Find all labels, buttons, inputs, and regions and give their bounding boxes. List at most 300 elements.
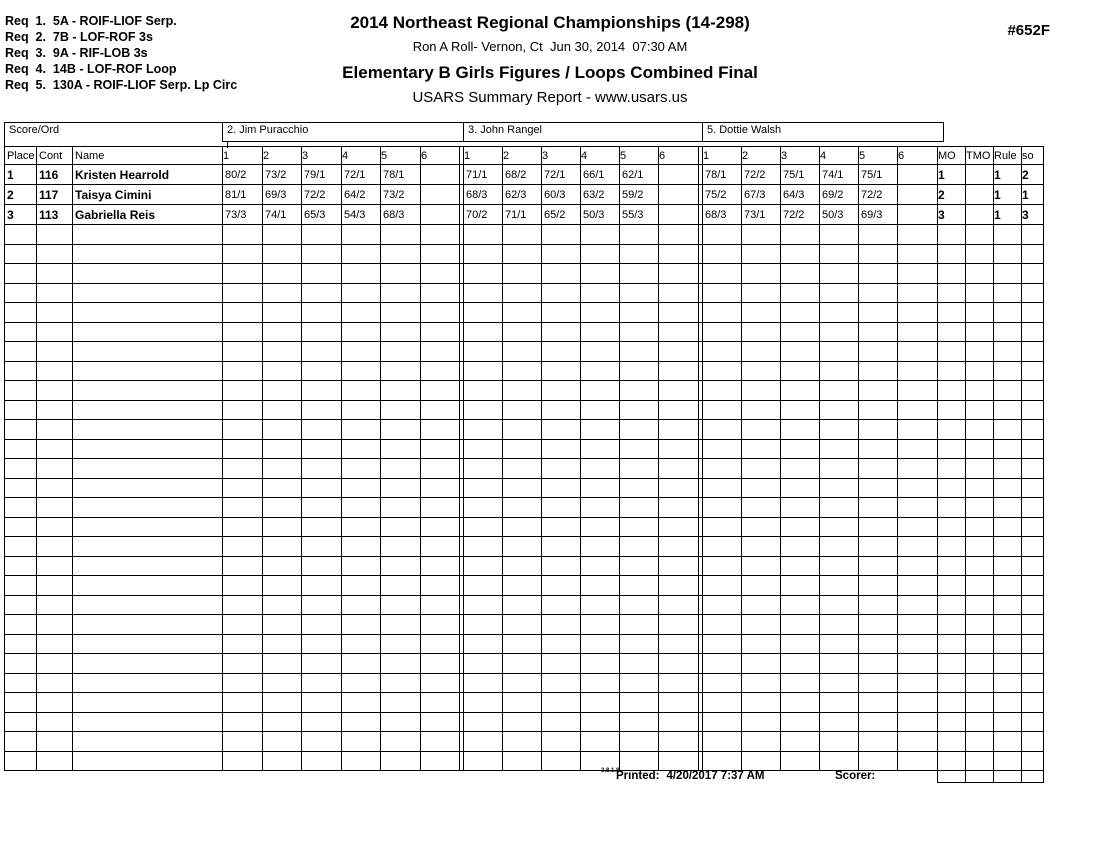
empty-cell [381, 556, 421, 576]
column-header: 5 [859, 147, 898, 165]
empty-cell [620, 595, 659, 615]
empty-cell [1022, 537, 1044, 557]
empty-cell [703, 576, 742, 596]
empty-cell [503, 595, 542, 615]
empty-cell [302, 283, 342, 303]
empty-cell [263, 303, 302, 323]
empty-cell [781, 654, 820, 674]
empty-cell [659, 732, 699, 752]
empty-cell [1022, 303, 1044, 323]
mo-cell: 3 [938, 205, 966, 225]
empty-cell [223, 322, 263, 342]
empty-cell [342, 498, 381, 518]
empty-cell [781, 264, 820, 284]
empty-cell [73, 361, 223, 381]
empty-cell [898, 712, 938, 732]
report-title: 2014 Northeast Regional Championships (14-298) [350, 13, 750, 32]
empty-cell [342, 420, 381, 440]
footer-cell [464, 771, 503, 783]
empty-cell [5, 556, 37, 576]
empty-cell [263, 244, 302, 264]
empty-cell [966, 283, 994, 303]
empty-cell [503, 439, 542, 459]
empty-cell [659, 712, 699, 732]
empty-cell [263, 517, 302, 537]
judge-header: 5. Dottie Walsh [702, 122, 944, 142]
empty-cell [938, 381, 966, 401]
empty-cell [781, 400, 820, 420]
score-cell: 69/3 [859, 205, 898, 225]
empty-cell [263, 556, 302, 576]
empty-cell [542, 439, 581, 459]
score-cell: 50/3 [581, 205, 620, 225]
empty-cell [703, 634, 742, 654]
empty-cell [73, 264, 223, 284]
empty-cell [859, 654, 898, 674]
empty-cell [898, 673, 938, 693]
empty-cell [263, 459, 302, 479]
empty-row [5, 693, 1044, 713]
empty-cell [859, 634, 898, 654]
empty-cell [542, 595, 581, 615]
empty-cell [859, 361, 898, 381]
empty-cell [503, 478, 542, 498]
empty-row [5, 595, 1044, 615]
empty-cell [5, 615, 37, 635]
empty-cell [421, 732, 460, 752]
footer-cell [73, 771, 223, 783]
empty-cell [37, 439, 73, 459]
column-header: Rule [994, 147, 1022, 165]
empty-cell [659, 576, 699, 596]
empty-row [5, 751, 1044, 771]
empty-cell [37, 712, 73, 732]
scores-table [4, 146, 1044, 783]
empty-cell [223, 654, 263, 674]
column-header: Cont [37, 147, 73, 165]
empty-row [5, 712, 1044, 732]
empty-cell [581, 264, 620, 284]
empty-cell [938, 459, 966, 479]
empty-cell [581, 420, 620, 440]
empty-cell [302, 517, 342, 537]
empty-cell [342, 361, 381, 381]
empty-cell [620, 712, 659, 732]
empty-cell [503, 615, 542, 635]
empty-cell [1022, 556, 1044, 576]
empty-cell [994, 576, 1022, 596]
empty-cell [859, 225, 898, 245]
empty-cell [223, 303, 263, 323]
empty-cell [421, 439, 460, 459]
empty-cell [5, 576, 37, 596]
empty-cell [223, 361, 263, 381]
empty-cell [859, 556, 898, 576]
empty-cell [1022, 634, 1044, 654]
empty-cell [421, 693, 460, 713]
empty-cell [342, 751, 381, 771]
empty-cell [1022, 264, 1044, 284]
empty-cell [703, 400, 742, 420]
score-cell: 67/3 [742, 185, 781, 205]
column-header: 1 [703, 147, 742, 165]
column-header: 1 [223, 147, 263, 165]
empty-cell [5, 498, 37, 518]
empty-cell [464, 283, 503, 303]
empty-cell [421, 225, 460, 245]
empty-cell [742, 693, 781, 713]
empty-cell [302, 634, 342, 654]
empty-cell [994, 342, 1022, 362]
empty-cell [421, 673, 460, 693]
empty-cell [966, 225, 994, 245]
cont-cell: 116 [37, 165, 73, 185]
empty-cell [659, 400, 699, 420]
empty-cell [342, 615, 381, 635]
empty-cell [1022, 361, 1044, 381]
empty-cell [938, 322, 966, 342]
empty-cell [342, 381, 381, 401]
empty-cell [503, 712, 542, 732]
empty-cell [581, 400, 620, 420]
empty-cell [859, 751, 898, 771]
empty-cell [73, 478, 223, 498]
empty-cell [1022, 751, 1044, 771]
empty-cell [302, 556, 342, 576]
empty-cell [581, 673, 620, 693]
empty-cell [302, 712, 342, 732]
empty-cell [263, 693, 302, 713]
empty-cell [820, 439, 859, 459]
empty-cell [966, 693, 994, 713]
empty-cell [342, 576, 381, 596]
score-cell: 59/2 [620, 185, 659, 205]
score-cell: 74/1 [263, 205, 302, 225]
empty-cell [781, 595, 820, 615]
empty-cell [898, 556, 938, 576]
empty-cell [966, 264, 994, 284]
empty-row [5, 673, 1044, 693]
empty-cell [5, 693, 37, 713]
empty-cell [73, 732, 223, 752]
empty-cell [37, 556, 73, 576]
empty-cell [703, 303, 742, 323]
empty-row [5, 498, 1044, 518]
empty-cell [1022, 654, 1044, 674]
empty-cell [381, 751, 421, 771]
empty-cell [1022, 615, 1044, 635]
empty-cell [781, 576, 820, 596]
empty-cell [464, 264, 503, 284]
empty-cell [742, 244, 781, 264]
empty-cell [966, 576, 994, 596]
empty-cell [781, 673, 820, 693]
empty-cell [302, 420, 342, 440]
requirement-line: Req 5. 130A - ROIF-LIOF Serp. Lp Circ [5, 78, 238, 92]
empty-cell [820, 420, 859, 440]
empty-cell [742, 576, 781, 596]
empty-cell [542, 420, 581, 440]
mo-cell: 2 [938, 185, 966, 205]
empty-cell [659, 322, 699, 342]
empty-cell [966, 634, 994, 654]
empty-cell [703, 264, 742, 284]
so-cell: 3 [1022, 205, 1044, 225]
empty-cell [342, 400, 381, 420]
empty-cell [938, 751, 966, 771]
empty-cell [263, 732, 302, 752]
empty-cell [938, 732, 966, 752]
score-cell [898, 165, 938, 185]
empty-cell [781, 342, 820, 362]
empty-row [5, 420, 1044, 440]
empty-cell [938, 420, 966, 440]
empty-cell [5, 244, 37, 264]
empty-cell [73, 634, 223, 654]
empty-cell [659, 498, 699, 518]
empty-cell [421, 400, 460, 420]
empty-cell [994, 556, 1022, 576]
tmo-cell [966, 165, 994, 185]
empty-cell [342, 439, 381, 459]
score-cell [421, 185, 460, 205]
empty-cell [703, 595, 742, 615]
empty-cell [37, 517, 73, 537]
empty-cell [302, 498, 342, 518]
footer-cell [994, 771, 1022, 783]
empty-cell [302, 478, 342, 498]
empty-cell [581, 693, 620, 713]
footer-cell [966, 771, 994, 783]
empty-cell [859, 342, 898, 362]
empty-cell [966, 654, 994, 674]
empty-cell [381, 732, 421, 752]
empty-cell [223, 615, 263, 635]
empty-cell [342, 654, 381, 674]
score-cell: 78/1 [381, 165, 421, 185]
score-cell: 81/1 [223, 185, 263, 205]
footer-cell [503, 771, 542, 783]
empty-cell [73, 654, 223, 674]
empty-cell [464, 712, 503, 732]
empty-cell [859, 673, 898, 693]
footer-cell [938, 771, 966, 783]
empty-cell [938, 673, 966, 693]
empty-cell [223, 556, 263, 576]
empty-cell [703, 225, 742, 245]
empty-cell [898, 654, 938, 674]
empty-cell [503, 673, 542, 693]
empty-cell [421, 459, 460, 479]
footer-cell [223, 771, 263, 783]
empty-cell [966, 712, 994, 732]
empty-cell [581, 615, 620, 635]
empty-cell [820, 303, 859, 323]
column-header: so [1022, 147, 1044, 165]
empty-cell [703, 712, 742, 732]
rule-cell: 1 [994, 205, 1022, 225]
score-cell [659, 165, 699, 185]
empty-cell [37, 576, 73, 596]
empty-cell [37, 732, 73, 752]
empty-cell [620, 576, 659, 596]
empty-cell [938, 576, 966, 596]
empty-cell [73, 400, 223, 420]
empty-cell [464, 751, 503, 771]
empty-cell [820, 595, 859, 615]
empty-cell [73, 693, 223, 713]
mo-cell: 1 [938, 165, 966, 185]
score-cell: 74/1 [820, 165, 859, 185]
empty-cell [223, 459, 263, 479]
empty-cell [994, 264, 1022, 284]
empty-cell [659, 283, 699, 303]
empty-cell [381, 225, 421, 245]
score-cell: 72/1 [342, 165, 381, 185]
empty-cell [581, 361, 620, 381]
empty-cell [263, 361, 302, 381]
empty-cell [820, 361, 859, 381]
empty-cell [859, 615, 898, 635]
empty-cell [966, 751, 994, 771]
empty-cell [742, 439, 781, 459]
empty-cell [581, 283, 620, 303]
empty-cell [781, 732, 820, 752]
empty-cell [994, 361, 1022, 381]
empty-cell [464, 322, 503, 342]
empty-cell [938, 264, 966, 284]
empty-cell [381, 537, 421, 557]
score-cell: 64/2 [342, 185, 381, 205]
empty-cell [659, 361, 699, 381]
score-cell: 78/1 [703, 165, 742, 185]
empty-cell [421, 283, 460, 303]
empty-cell [263, 634, 302, 654]
empty-cell [966, 400, 994, 420]
empty-cell [37, 361, 73, 381]
empty-cell [820, 498, 859, 518]
empty-cell [302, 303, 342, 323]
empty-cell [581, 556, 620, 576]
empty-cell [742, 634, 781, 654]
empty-cell [37, 342, 73, 362]
empty-row [5, 576, 1044, 596]
empty-cell [820, 556, 859, 576]
empty-cell [659, 439, 699, 459]
empty-row [5, 634, 1044, 654]
empty-cell [898, 361, 938, 381]
empty-cell [381, 693, 421, 713]
empty-cell [938, 283, 966, 303]
empty-cell [781, 634, 820, 654]
empty-cell [503, 556, 542, 576]
column-header: 6 [659, 147, 699, 165]
score-cell: 68/3 [464, 185, 503, 205]
empty-cell [994, 751, 1022, 771]
empty-cell [659, 673, 699, 693]
empty-cell [581, 478, 620, 498]
empty-row [5, 732, 1044, 752]
footer-cell [781, 771, 820, 783]
empty-cell [859, 381, 898, 401]
score-cell [421, 165, 460, 185]
empty-cell [37, 459, 73, 479]
empty-cell [898, 576, 938, 596]
column-header: 4 [342, 147, 381, 165]
footer-cell [381, 771, 421, 783]
empty-cell [342, 634, 381, 654]
empty-cell [381, 400, 421, 420]
score-cell: 66/1 [581, 165, 620, 185]
empty-cell [938, 556, 966, 576]
printed-value: 4/20/2017 7:37 AM [666, 770, 765, 782]
judge-header: 3. John Rangel [463, 122, 705, 142]
empty-cell [503, 420, 542, 440]
empty-cell [966, 478, 994, 498]
score-cell: 71/1 [503, 205, 542, 225]
empty-cell [263, 751, 302, 771]
empty-cell [966, 517, 994, 537]
empty-cell [703, 693, 742, 713]
score-cell: 73/1 [742, 205, 781, 225]
empty-row [5, 654, 1044, 674]
empty-cell [302, 264, 342, 284]
empty-cell [703, 322, 742, 342]
empty-cell [381, 381, 421, 401]
empty-cell [859, 303, 898, 323]
empty-cell [581, 576, 620, 596]
empty-cell [302, 751, 342, 771]
empty-cell [1022, 342, 1044, 362]
empty-cell [938, 595, 966, 615]
empty-cell [542, 634, 581, 654]
empty-cell [620, 264, 659, 284]
empty-cell [421, 498, 460, 518]
empty-cell [703, 537, 742, 557]
empty-cell [581, 225, 620, 245]
empty-cell [742, 498, 781, 518]
empty-cell [703, 478, 742, 498]
empty-cell [223, 342, 263, 362]
empty-cell [859, 517, 898, 537]
empty-cell [620, 420, 659, 440]
empty-cell [659, 615, 699, 635]
empty-cell [542, 478, 581, 498]
empty-cell [898, 283, 938, 303]
empty-cell [263, 595, 302, 615]
empty-cell [781, 225, 820, 245]
empty-cell [223, 576, 263, 596]
empty-cell [994, 498, 1022, 518]
empty-cell [5, 361, 37, 381]
empty-cell [820, 264, 859, 284]
empty-cell [1022, 595, 1044, 615]
empty-cell [37, 693, 73, 713]
empty-cell [73, 576, 223, 596]
empty-cell [742, 400, 781, 420]
empty-cell [5, 537, 37, 557]
empty-cell [938, 439, 966, 459]
empty-cell [820, 381, 859, 401]
empty-cell [938, 225, 966, 245]
report-number: #652F [1007, 22, 1050, 39]
empty-cell [73, 673, 223, 693]
empty-cell [781, 303, 820, 323]
event-title: Elementary B Girls Figures / Loops Combined Final [342, 63, 758, 82]
empty-cell [302, 244, 342, 264]
column-header: 6 [898, 147, 938, 165]
skater-row [5, 165, 1044, 185]
